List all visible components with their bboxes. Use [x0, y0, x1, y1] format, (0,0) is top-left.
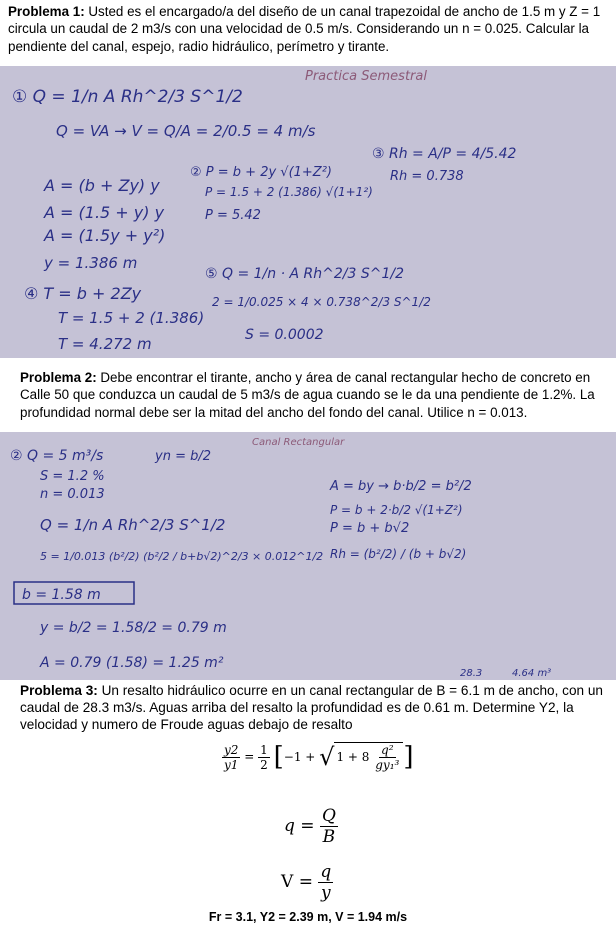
formula-unit-discharge [284, 806, 338, 847]
problem-3-statement [20, 682, 612, 733]
photo2-given-q: ② Q = 5 m³/s [10, 448, 104, 464]
formula-two: 2 [260, 757, 268, 772]
formula-equals-1: = [244, 749, 255, 764]
photo2-yn: yn = b/2 [155, 449, 211, 464]
photo1-line-7: ④ T = b + 2Zy [24, 284, 142, 303]
photo1-slope-1: ⑤ Q = 1/n · A Rh^2/3 S^1/2 [205, 266, 404, 282]
photo1-line-8: T = 1.5 + 2 (1.386) [58, 309, 205, 327]
handwritten-photo-2 [0, 432, 616, 680]
photo2-given-s: S = 1.2 % [40, 469, 105, 484]
handwritten-photo-1 [0, 66, 616, 358]
final-answer: Fr = 3.1, Y2 = 2.39 m, V = 1.94 m/s [208, 910, 408, 924]
photo1-slope-2: 2 = 1/0.025 × 4 × 0.738^2/3 S^1/2 [212, 295, 431, 309]
problem-1-statement [8, 3, 612, 55]
photo1-line-6: y = 1.386 m [44, 254, 138, 272]
formula-one: 1 [260, 742, 268, 757]
formula-sqrt-prefix: 1 + 8 [336, 750, 370, 764]
formula-equals-2: = [300, 816, 315, 836]
photo1-slope-3: S = 0.0002 [245, 327, 324, 343]
photo1-line-4: A = (1.5 + y) y [44, 203, 165, 222]
photo1-rh-2: Rh = 0.738 [390, 169, 464, 184]
formula-y: y [320, 883, 331, 903]
photo1-perimeter-3: P = 5.42 [205, 208, 261, 223]
problem-1-text: Usted es el encargado/a del diseño de un canal trapezoidal de ancho de 1.5 m y Z = 1 circula un caudal de 2 m3/s con una velocidad de 0.5 m/s. Considerando un n = 0.025. Calcular la pendiente del canal, espejo, radio hidráulico, perímetro y tirante. [8, 4, 601, 54]
formula-q-lhs: q [284, 816, 295, 836]
photo1-perimeter-2: P = 1.5 + 2 (1.386) √(1+1²) [205, 185, 373, 199]
formula-equals-3: = [298, 872, 313, 892]
formula-Q: Q [321, 806, 336, 826]
photo2-rh: Rh = (b²/2) / (b + b√2) [330, 547, 467, 561]
photo1-perimeter-1: ② P = b + 2y √(1+Z²) [190, 165, 332, 180]
photo1-line-5: A = (1.5y + y²) [44, 226, 166, 245]
problem-3-label: Problema 3: [20, 683, 98, 698]
formula-B: B [322, 827, 336, 847]
photo1-rh-1: ③ Rh = A/P = 4/5.42 [372, 146, 517, 162]
photo2-width: b = 1.58 m [22, 587, 101, 603]
photo1-line-2: Q = VA → V = Q/A = 2/0.5 = 4 m/s [56, 122, 316, 140]
problem-2-text: Debe encontrar el tirante, ancho y área de canal rectangular hecho de concreto en Calle 50 que conduzca un caudal de 5 m3/s de agua cuando se le da una pendiente de 1.2%. La profundidad normal debe ser la mitad del ancho del fondo del canal. Utilice n = 0.013. [20, 370, 595, 420]
photo2-area: A = 0.79 (1.58) = 1.25 m² [40, 655, 224, 671]
formula-V: V [281, 872, 294, 892]
problem-3-text: Un resalto hidráulico ocurre en un canal rectangular de B = 6.1 m de ancho, con un caudal de 28.3 m3/s. Aguas arriba del resalto la profundidad es de 0.61 m. Determine Y2, la velocidad y numero de Froude aguas debajo de resalto [20, 683, 603, 732]
photo2-header: Canal Rectangular [252, 437, 345, 448]
photo2-perimeter-2: P = b + b√2 [330, 521, 410, 536]
photo1-header: Practica Semestral [305, 69, 427, 84]
formula-y1: y1 [224, 757, 239, 772]
photo2-given-n: n = 0.013 [40, 487, 105, 502]
problem-1-label: Problema 1: [8, 4, 85, 19]
photo2-area-formula: A = by → b·b/2 = b²/2 [330, 479, 472, 494]
handwritten-solution-1 [0, 66, 616, 358]
formula-q-num: q [320, 862, 332, 882]
formula-hydraulic-jump: $\frac{y2}{y1}$ = $\frac{1}{2}$ [−1 + √ 1 + 8 $\frac{\text{q²}}{\text{gy₁³}}$ ] [224, 742, 414, 772]
formula-y2: y2 [224, 742, 239, 757]
formula-gy1: gy₁³ [375, 758, 400, 772]
photo2-corner-1: 28.3 [460, 668, 483, 679]
photo1-line-9: T = 4.272 m [58, 335, 152, 353]
problem-2-statement [20, 369, 612, 421]
photo2-substitution: 5 = 1/0.013 (b²/2) (b²/2 / b+b√2)^2/3 × 0.012^1/2 [40, 550, 324, 563]
photo2-perimeter-1: P = b + 2·b/2 √(1+Z²) [330, 503, 463, 517]
handwritten-solution-2 [0, 432, 616, 680]
formula-q2: q² [381, 743, 394, 757]
problem-2-label: Problema 2: [20, 370, 97, 385]
photo2-depth: y = b/2 = 1.58/2 = 0.79 m [40, 620, 227, 636]
formula-bracket-inner: −1 + [283, 750, 316, 764]
formula-velocity [281, 862, 333, 903]
photo1-line-3: A = (b + Zy) y [44, 176, 160, 195]
photo2-manning: Q = 1/n A Rh^2/3 S^1/2 [40, 516, 226, 534]
photo1-line-1: ① Q = 1/n A Rh^2/3 S^1/2 [12, 87, 243, 107]
photo2-corner-2: 4.64 m³ [512, 668, 552, 679]
